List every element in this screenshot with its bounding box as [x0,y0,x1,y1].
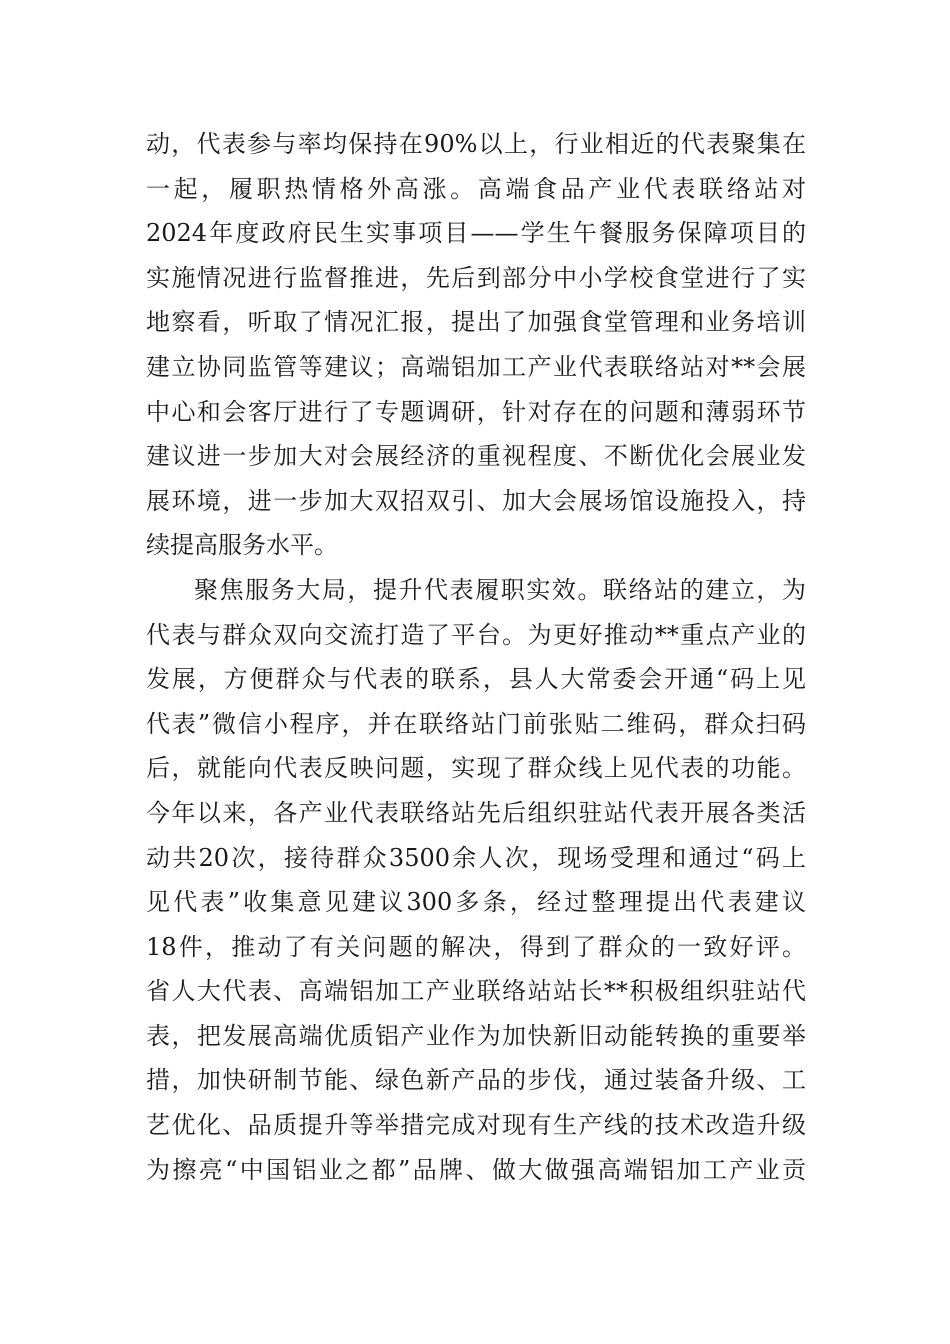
body-text [146,122,806,1192]
text-line: 地察看，听取了情况汇报，提出了加强食堂管理和业务培训 [146,308,806,337]
text-line: 后，就能向代表反映问题，实现了群众线上见代表的功能。 [146,754,806,783]
paragraph-1 [146,122,806,568]
text-line: 2024年度政府民生实事项目——学生午餐服务保障项目的 [146,219,806,248]
text-line: 代表”微信小程序，并在联络站门前张贴二维码，群众扫码 [146,709,806,738]
text-line: 措，加快研制节能、绿色新产品的步伐，通过装备升级、工 [146,1066,806,1095]
text-line: 续提高服务水平。 [146,531,338,560]
text-line: 见代表”收集意见建议300多条，经过整理提出代表建议 [146,888,806,917]
text-line: 建立协同监管等建议；高端铝加工产业代表联络站对**会展 [146,352,806,381]
text-line: 展环境，进一步加大双招双引、加大会展场馆设施投入，持 [146,486,806,515]
text-line: 动，代表参与率均保持在90%以上，行业相近的代表聚集在 [146,130,806,158]
text-line: 聚焦服务大局，提升代表履职实效。联络站的建立，为 [194,575,806,604]
text-line: 代表与群众双向交流打造了平台。为更好推动**重点产业的 [146,620,806,649]
text-line: 省人大代表、高端铝加工产业联络站站长**积极组织驻站代 [146,977,806,1006]
text-line: 一起，履职热情格外高涨。高端食品产业代表联络站对 [146,174,806,203]
text-line: 建议进一步加大对会展经济的重视程度、不断优化会展业发 [146,442,806,471]
text-line: 今年以来，各产业代表联络站先后组织驻站代表开展各类活 [146,798,806,827]
text-line: 发展，方便群众与代表的联系，县人大常委会开通“码上见 [146,665,806,694]
paragraph-2 [146,568,806,1192]
text-line: 18件，推动了有关问题的解决，得到了群众的一致好评。 [146,932,806,961]
text-line: 动共20次，接待群众3500余人次，现场受理和通过“码上 [146,843,806,872]
text-line: 为擦亮“中国铝业之都”品牌、做大做强高端铝加工产业贡 [146,1155,806,1184]
text-line: 艺优化、品质提升等举措完成对现有生产线的技术改造升级 [146,1111,806,1140]
text-line: 表，把发展高端优质铝产业作为加快新旧动能转换的重要举 [146,1021,806,1050]
text-line: 中心和会客厅进行了专题调研，针对存在的问题和薄弱环节 [146,397,806,426]
text-line: 实施情况进行监督推进，先后到部分中小学校食堂进行了实 [146,263,806,292]
